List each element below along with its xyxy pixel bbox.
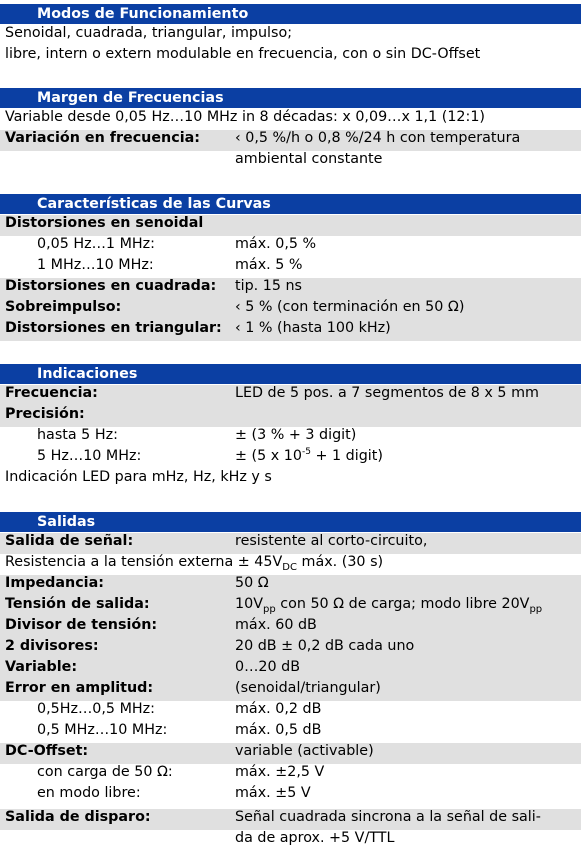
dos-divisores-row: 2 divisores: 20 dB ± 0,2 dB cada uno xyxy=(0,638,581,659)
sobreimpulso-row: Sobreimpulso: ‹ 5 % (con terminación en 50 Ω) xyxy=(0,299,581,320)
senal-row: Salida de señal: resistente al corto-circuito, xyxy=(0,533,581,554)
modos-line-2: libre, intern o extern modulable en frecuencia, con o sin DC-Offset xyxy=(5,46,481,62)
error-row: Error en amplitud: (senoidal/triangular) xyxy=(0,680,581,701)
tension-row: Tensión de salida: $10V_{pp}$ con 50 Ω de carga; modo libre $20V_{pp}$ xyxy=(0,596,581,617)
precision-row-2: 5 Hz…10 MHz: ± (5 x $10^{-5} + 1$ digit) xyxy=(37,447,383,464)
section-header-curvas: Características de las Curvas xyxy=(0,194,581,214)
modos-line-1: Senoidal, cuadrada, triangular, impulso; xyxy=(5,25,293,41)
resistencia-row: Resistencia a la tensión externa ± $45V_{DC}$ máx. (30 s) xyxy=(5,554,384,573)
dc-offset-row-1: con carga de 50 Ω: máx. ±2,5 V xyxy=(37,764,325,780)
dc-offset-row-2: en modo libre: máx. ±5 V xyxy=(37,785,311,801)
disparo-row-cont: da de aprox. +5 V/TTL xyxy=(235,830,395,846)
dc-offset-row: DC-Offset: variable (activable) xyxy=(0,743,581,764)
senoidal-row-1: 0,05 Hz…1 MHz: máx. 0,5 % xyxy=(37,236,317,252)
impedancia-row: Impedancia: 50 Ω xyxy=(0,575,581,596)
margen-line-1: Variable desde 0,05 Hz…10 MHz in 8 décadas: x 0,09…x 1,1 (12:1) xyxy=(5,109,486,125)
divisor-row: Divisor de tensión: máx. 60 dB xyxy=(0,617,581,638)
senoidal-row-2: 1 MHz…10 MHz: máx. 5 % xyxy=(37,257,303,273)
cuadrada-row: Distorsiones en cuadrada: tip. 15 ns xyxy=(0,278,581,299)
error-row-1: 0,5Hz…0,5 MHz: máx. 0,2 dB xyxy=(37,701,322,717)
precision-value-2: ± (5 x $10^{-5} + 1$ digit) xyxy=(235,447,383,464)
disparo-row: Salida de disparo: Señal cuadrada sincrona a la señal de sali- xyxy=(0,809,581,830)
variacion-row-cont: ambiental constante xyxy=(235,151,383,167)
section-header-indicaciones: Indicaciones xyxy=(0,364,581,384)
triangular-row: Distorsiones en triangular: ‹ 1 % (hasta 100 kHz) xyxy=(0,320,581,341)
section-header-modos: Modos de Funcionamiento xyxy=(0,4,581,24)
senoidal-row: Distorsiones en senoidal xyxy=(0,215,581,236)
indicacion-note: Indicación LED para mHz, Hz, kHz y s xyxy=(5,469,272,485)
section-header-salidas: Salidas xyxy=(0,512,581,532)
variable-row: Variable: 0…20 dB xyxy=(0,659,581,680)
variacion-row: Variación en frecuencia: ‹ 0,5 %/h o 0,8 %/24 h con temperatura xyxy=(0,130,581,151)
precision-row-1: hasta 5 Hz: ± (3 % + 3 digit) xyxy=(37,427,357,443)
frecuencia-row: Frecuencia: LED de 5 pos. a 7 segmentos de 8 x 5 mm xyxy=(0,385,581,406)
error-row-2: 0,5 MHz…10 MHz: máx. 0,5 dB xyxy=(37,722,322,738)
precision-row: Precisión: xyxy=(0,406,581,427)
section-header-margen: Margen de Frecuencias xyxy=(0,88,581,108)
